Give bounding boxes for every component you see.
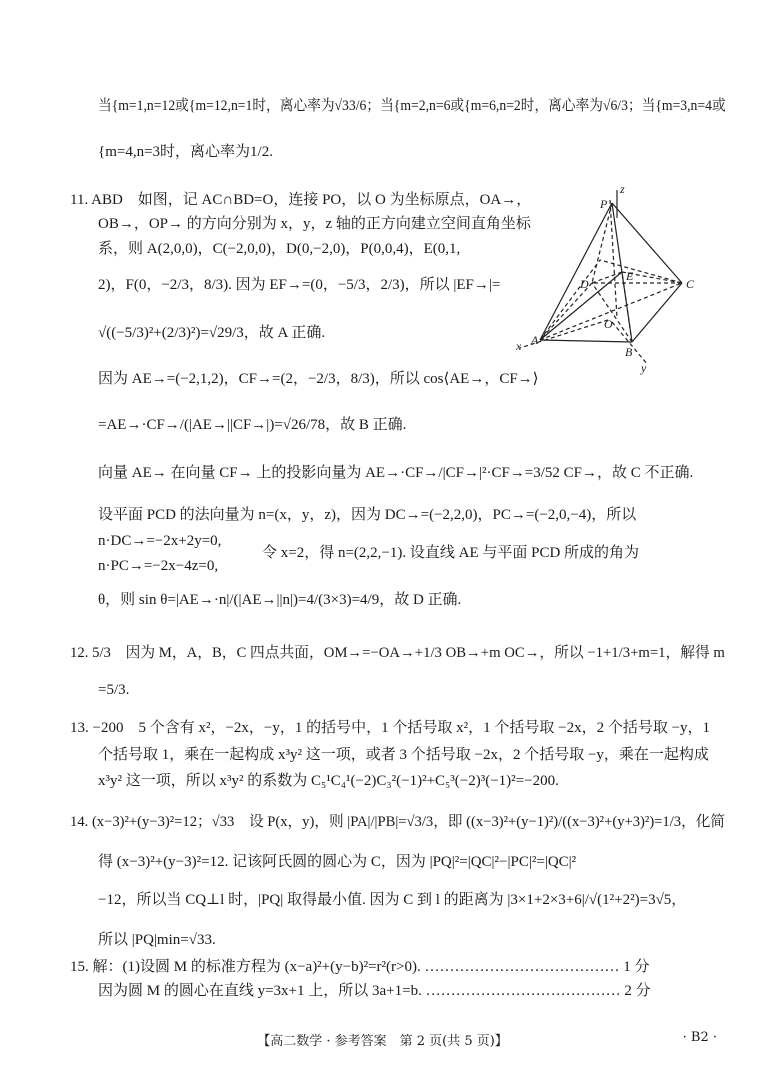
text-line-l16: 12. 5/3 因为 M，A，B，C 四点共面，OM→=−OA→+1/3 OB→+m OC→，所以 −1+1/3+m=1，解得 m [70, 645, 725, 661]
z-axis-line [610, 200, 617, 318]
text-line-l14: n·PC→=−2x−4z=0, [98, 558, 219, 574]
text-line-l26: 因为圆 M 的圆心在直线 y=3x+1 上，所以 3a+1=b. ………………………………… 2 分 [98, 983, 651, 999]
text-line-l12: n·DC→=−2x+2y=0, [98, 533, 222, 549]
text-line-l22: 得 (x−3)²+(y−3)²=12. 记该阿氏圆的圆心为 C，因为 |PQ|²=|QC|²−|PC|²=|QC|² [98, 854, 577, 870]
segment-EC [622, 272, 682, 283]
edge-BC [632, 283, 682, 342]
text-line-l6: 2)，F(0，−2/3，8/3). 因为 EF→=(0，−5/3，2/3)，所以 |EF→|= [98, 277, 501, 293]
label-E: E [626, 269, 634, 283]
edge-AB [540, 340, 632, 342]
text-line-l4: OB→，OP→ 的方向分别为 x，y，z 轴的正方向建立空间直角坐标 [98, 216, 531, 232]
text-line-l2: {m=4,n=3时，离心率为1/2. [98, 144, 273, 160]
label-D: D [580, 277, 589, 291]
text-line-l9: =AE→·CF→/(|AE→||CF→|)=√26/78，故 B 正确. [98, 417, 407, 433]
text-line-l15: θ，则 sin θ=|AE→·n|/(|AE→||n|)=4/(3×3)=4/9，故 D 正确. [98, 592, 462, 608]
y-axis-line [612, 322, 648, 365]
segment-AF [540, 260, 600, 340]
edge-PC [612, 203, 682, 283]
edge-PA [540, 203, 612, 340]
label-P: P [600, 197, 608, 211]
text-line-l11: 设平面 PCD 的法向量为 n=(x，y，z)，因为 DC→=(−2,2,0)，PC→=(−2,0,−4)，所以 [98, 507, 637, 523]
text-line-l5: 系，则 A(2,0,0)，C(−2,0,0)，D(0,−2,0)，P(0,0,4)，E(0,1, [98, 241, 461, 257]
text-line-l8: 因为 AE→=(−2,1,2)，CF→=(2，−2/3，8/3)，所以 cos⟨AE→，CF→⟩ [98, 371, 539, 387]
label-y: y [641, 361, 647, 375]
text-line-l17: =5/3. [98, 682, 130, 698]
footer-center: 【高二数学 · 参考答案 第 2 页(共 5 页)】 [257, 1034, 508, 1049]
label-z: z [620, 182, 625, 196]
edge-PB [612, 203, 632, 342]
page-footer [0, 1030, 765, 1050]
text-line-l10: 向量 AE→ 在向量 CF→ 上的投影向量为 AE→·CF→/|CF→|²·CF→=3/52 CF→，故 C 不正确. [98, 465, 694, 481]
label-A: A [531, 333, 539, 347]
label-O: O [604, 317, 613, 331]
text-line-l20: x³y² 这一项，所以 x³y² 的系数为 C₅¹C₄¹(−2)C₃²(−1)²+C₅³(−2)³(−1)²=−200. [98, 773, 559, 789]
text-line-l24: 所以 |PQ|min=√33. [98, 932, 216, 948]
x-axis-line [520, 320, 608, 348]
label-C: C [686, 277, 695, 291]
segment-ED [592, 272, 622, 283]
label-x: x [516, 339, 522, 353]
segment-BE [622, 272, 632, 342]
segment-CF [600, 260, 682, 283]
text-line-l23: −12，所以当 CQ⊥l 时，|PQ| 取得最小值. 因为 C 到 l 的距离为 |3×1+2×3+6|/√(1²+2²)=3√5， [98, 892, 687, 908]
diag-AC [540, 283, 682, 340]
text-line-l1: 当{m=1,n=12或{m=12,n=1时，离心率为√33/6；当{m=2,n=6或{m=6,n=2时，离心率为√6/3；当{m=3,n=4或 [98, 98, 726, 114]
text-line-l25: 15. 解：(1)设圆 M 的标准方程为 (x−a)²+(y−b)²=r²(r>0). ………………………………… 1 分 [70, 959, 650, 975]
text-line-l18: 13. −200 5 个含有 x²，−2x，−y，1 的括号中，1 个括号取 x²，1 个括号取 −2x，2 个括号取 −y，1 [70, 720, 711, 736]
footer-page-code: · B2 · [682, 1030, 717, 1045]
edge-PD [592, 203, 612, 283]
text-line-l13: 令 x=2，得 n=(2,2,−1). 设直线 AE 与平面 PCD 所成的角为 [262, 545, 640, 561]
edge-DA [540, 283, 592, 340]
segment-AE [540, 272, 622, 340]
text-line-l21: 14. (x−3)²+(y−3)²=12；√33 设 P(x，y)，则 |PA|/|PB|=√3/3，即 ((x−3)²+(y−1)²)/((x−3)²+(y+3)²)=1/3，化简 [70, 814, 726, 830]
diag-BD [592, 283, 632, 342]
text-line-l3: 11. ABD 如图，记 AC∩BD=O，连接 PO，以 O 为坐标原点，OA→， [70, 192, 532, 208]
text-line-l7: √((−5/3)²+(2/3)²)=√29/3，故 A 正确. [98, 325, 326, 341]
text-line-l19: 个括号取 1，乘在一起构成 x³y² 这一项，或者 3 个括号取 −2x，2 个括号取 −y，乘在一起构成 [98, 747, 709, 763]
label-B: B [625, 345, 633, 359]
